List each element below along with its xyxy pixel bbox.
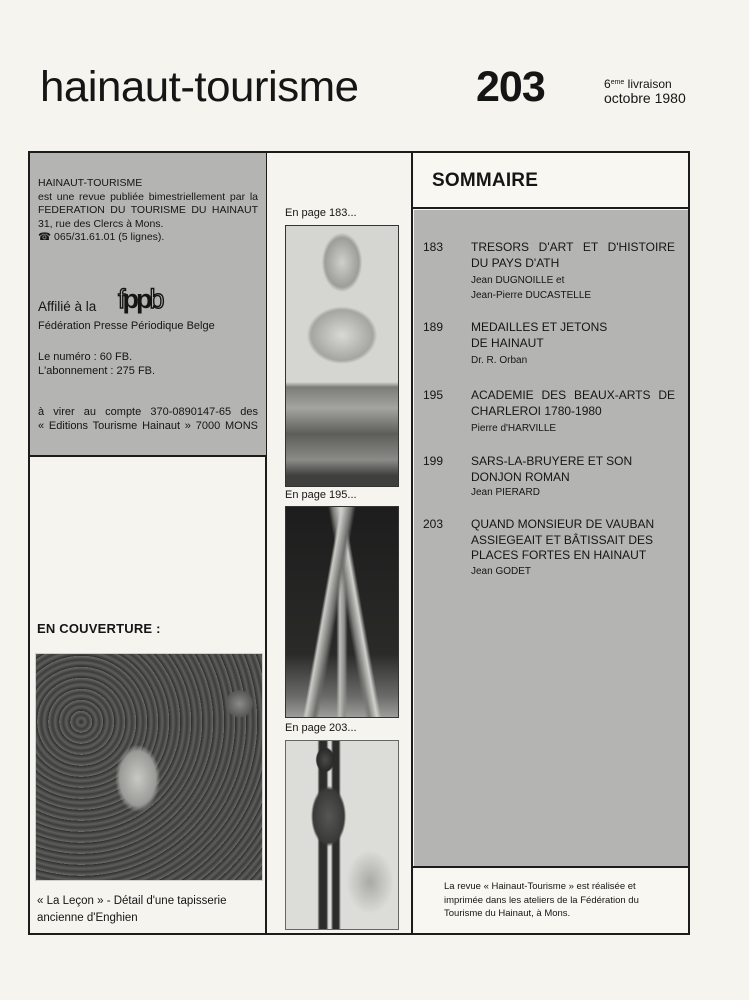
toc-author [471, 273, 675, 303]
issue-number: 203 [476, 63, 545, 111]
toc-title-line: QUAND MONSIEUR DE VAUBAN [471, 517, 655, 531]
column-divider-2 [411, 151, 413, 935]
toc-title-line: DONJON ROMAN [471, 469, 570, 484]
toc-title-line: MEDAILLES ET JETONS [471, 320, 608, 334]
toc-author-line: Jean GODET [471, 566, 532, 577]
publisher-description: est une revue publiée bimestriellement par la [38, 190, 258, 203]
preview-image-banner [285, 506, 399, 718]
toc-title-line: TRESORS D'ART ET D'HISTOIRE [471, 240, 675, 254]
magazine-title: hainaut-tourisme [40, 63, 359, 111]
cover-heading: EN COUVERTURE : [37, 621, 161, 636]
logo-letter-f: f [118, 284, 123, 314]
printer-note-line: Tourisme du Hainaut, à Mons. [444, 908, 571, 919]
toc-page-number: 203 [423, 517, 444, 531]
toc-author [471, 421, 675, 436]
preview-label-203: En page 203... [285, 722, 357, 734]
toc-author-line: Jean PIERARD [471, 487, 540, 498]
toc-title [471, 240, 675, 271]
cover-tapestry-image [35, 653, 263, 881]
affiliation-full-name: Fédération Presse Périodique Belge [38, 320, 215, 332]
toc-author [471, 353, 675, 368]
toc-author-line: Jean-Pierre DUCASTELLE [471, 290, 592, 301]
toc-title-line: PLACES FORTES EN HAINAUT [471, 548, 647, 562]
edition-word: livraison [627, 77, 672, 91]
printer-note-line: imprimée dans les ateliers de la Fédération du [444, 894, 639, 906]
cover-caption-line-1: « La Leçon » - Détail d'une tapisserie [37, 895, 227, 907]
fppb-logo [118, 284, 162, 314]
federation-name: FEDERATION DU TOURISME DU HAINAUT [38, 204, 258, 216]
logo-letter-b: b [149, 284, 162, 314]
preview-image-reliquary-bust [285, 225, 399, 487]
toc-title [471, 517, 675, 564]
edition-superscript: eme [610, 79, 625, 86]
edition-number: 6 [604, 77, 611, 91]
transfer-line-1: à virer au compte 370-0890147-65 des [38, 406, 258, 418]
toc-author-line: Dr. R. Orban [471, 355, 528, 366]
toc-page-number: 183 [423, 240, 444, 254]
pricing [38, 350, 155, 378]
publisher-phone: 065/31.61.01 (5 lignes). [54, 231, 165, 243]
toc-title-line: DU PAYS D'ATH [471, 255, 560, 270]
preview-label-183: En page 183... [285, 207, 357, 219]
price-issue: Le numéro : 60 FB. [38, 351, 133, 363]
toc-title [471, 320, 675, 351]
cover-caption [37, 893, 227, 927]
printer-note [444, 880, 690, 921]
price-subscription: L'abonnement : 275 FB. [38, 365, 156, 377]
toc-author [471, 564, 675, 579]
logo-letters-pp: pp [122, 284, 150, 314]
sommaire-header-divider [412, 207, 690, 209]
transfer-line-2: « Editions Tourisme Hainaut » 7000 MONS [38, 420, 258, 432]
toc-author-line: Jean DUGNOILLE et [471, 275, 565, 286]
toc-title-line: CHARLEROI 1780-1980 [471, 403, 602, 418]
cover-caption-line-2: ancienne d'Enghien [37, 912, 138, 924]
telephone-icon: ☎ [38, 231, 52, 243]
bank-transfer-info [38, 405, 258, 433]
toc-author [471, 485, 675, 500]
toc-title-line: DE HAINAUT [471, 335, 544, 350]
toc-page-number: 195 [423, 388, 444, 402]
info-box-divider [28, 455, 267, 457]
publisher-address: 31, rue des Clercs à Mons. [38, 217, 164, 230]
publisher-name: HAINAUT-TOURISME [38, 177, 143, 189]
publisher-phone-line [38, 231, 258, 245]
toc-author-line: Pierre d'HARVILLE [471, 423, 557, 434]
toc-page-number: 199 [423, 454, 444, 468]
toc-title [471, 454, 675, 485]
toc-title-line: SARS-LA-BRUYERE ET SON [471, 454, 633, 468]
preview-label-195: En page 195... [285, 489, 357, 501]
issue-date: octobre 1980 [604, 90, 686, 106]
toc-title [471, 388, 675, 419]
publisher-info-text [38, 177, 258, 245]
preview-image-vauban-portrait [285, 740, 399, 930]
printer-note-line: La revue « Hainaut-Tourisme » est réalisée et [444, 881, 636, 892]
toc-page-number: 189 [423, 320, 444, 334]
toc-title-line: ACADEMIE DES BEAUX-ARTS DE [471, 388, 675, 402]
affiliation-label: Affilié à la [38, 299, 97, 314]
edition-label [604, 76, 672, 91]
sommaire-heading: SOMMAIRE [432, 170, 539, 191]
toc-title-line: ASSIEGEAIT ET BÂTISSAIT DES [471, 532, 654, 547]
